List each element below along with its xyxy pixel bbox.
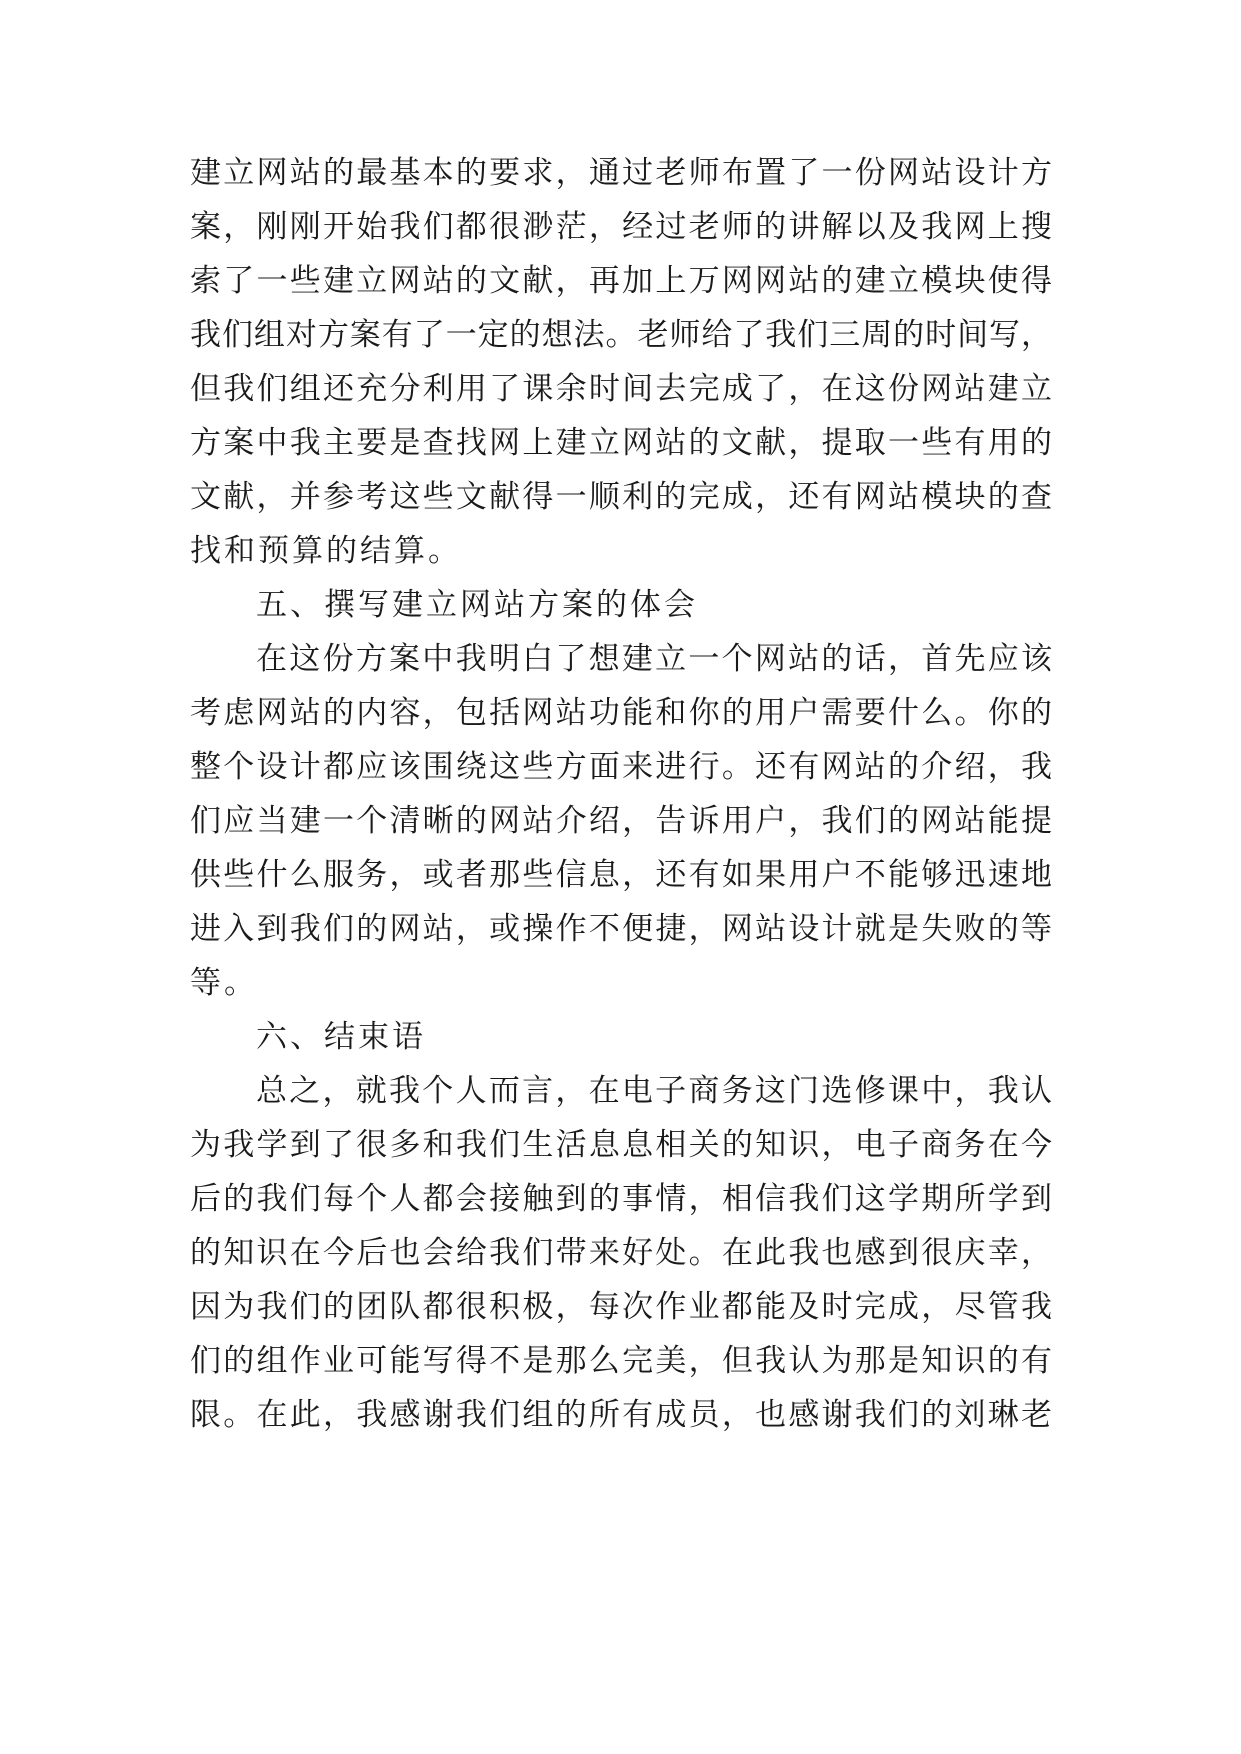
text-line: 进入到我们的网站，或操作不便捷，网站设计就是失败的等 [190, 911, 1052, 947]
text-line: 方案中我主要是查找网上建立网站的文献，提取一些有用的 [190, 425, 1052, 461]
text-line: 因为我们的团队都很积极，每次作业都能及时完成，尽管我 [190, 1289, 1052, 1325]
text-line: 限。在此，我感谢我们组的所有成员，也感谢我们的刘琳老 [190, 1397, 1052, 1433]
text-line: 为我学到了很多和我们生活息息相关的知识，电子商务在今 [190, 1127, 1052, 1163]
text-line: 们的组作业可能写得不是那么完美，但我认为那是知识的有 [190, 1343, 1052, 1379]
text-line: 整个设计都应该围绕这些方面来进行。还有网站的介绍，我 [190, 749, 1052, 785]
section-heading: 五、撰写建立网站方案的体会 [256, 587, 698, 623]
text-line: 等。 [190, 965, 258, 1001]
text-line: 供些什么服务，或者那些信息，还有如果用户不能够迅速地 [190, 857, 1052, 893]
text-line: 索了一些建立网站的文献，再加上万网网站的建立模块使得 [190, 263, 1052, 299]
text-line: 找和预算的结算。 [190, 533, 462, 569]
text-line: 考虑网站的内容，包括网站功能和你的用户需要什么。你的 [190, 695, 1052, 731]
text-line: 后的我们每个人都会接触到的事情，相信我们这学期所学到 [190, 1181, 1052, 1217]
text-line: 们应当建一个清晰的网站介绍，告诉用户，我们的网站能提 [190, 803, 1052, 839]
text-line: 文献，并参考这些文献得一顺利的完成，还有网站模块的查 [190, 479, 1052, 515]
text-line: 建立网站的最基本的要求，通过老师布置了一份网站设计方 [190, 155, 1052, 191]
text-line: 但我们组还充分利用了课余时间去完成了，在这份网站建立 [190, 371, 1052, 407]
text-line: 我们组对方案有了一定的想法。老师给了我们三周的时间写， [190, 317, 1052, 353]
text-line: 总之，就我个人而言，在电子商务这门选修课中，我认 [256, 1073, 1052, 1109]
text-line: 的知识在今后也会给我们带来好处。在此我也感到很庆幸， [190, 1235, 1052, 1271]
text-line: 在这份方案中我明白了想建立一个网站的话，首先应该 [256, 641, 1052, 677]
section-heading: 六、结束语 [256, 1019, 426, 1055]
text-line: 案，刚刚开始我们都很渺茫，经过老师的讲解以及我网上搜 [190, 209, 1052, 245]
